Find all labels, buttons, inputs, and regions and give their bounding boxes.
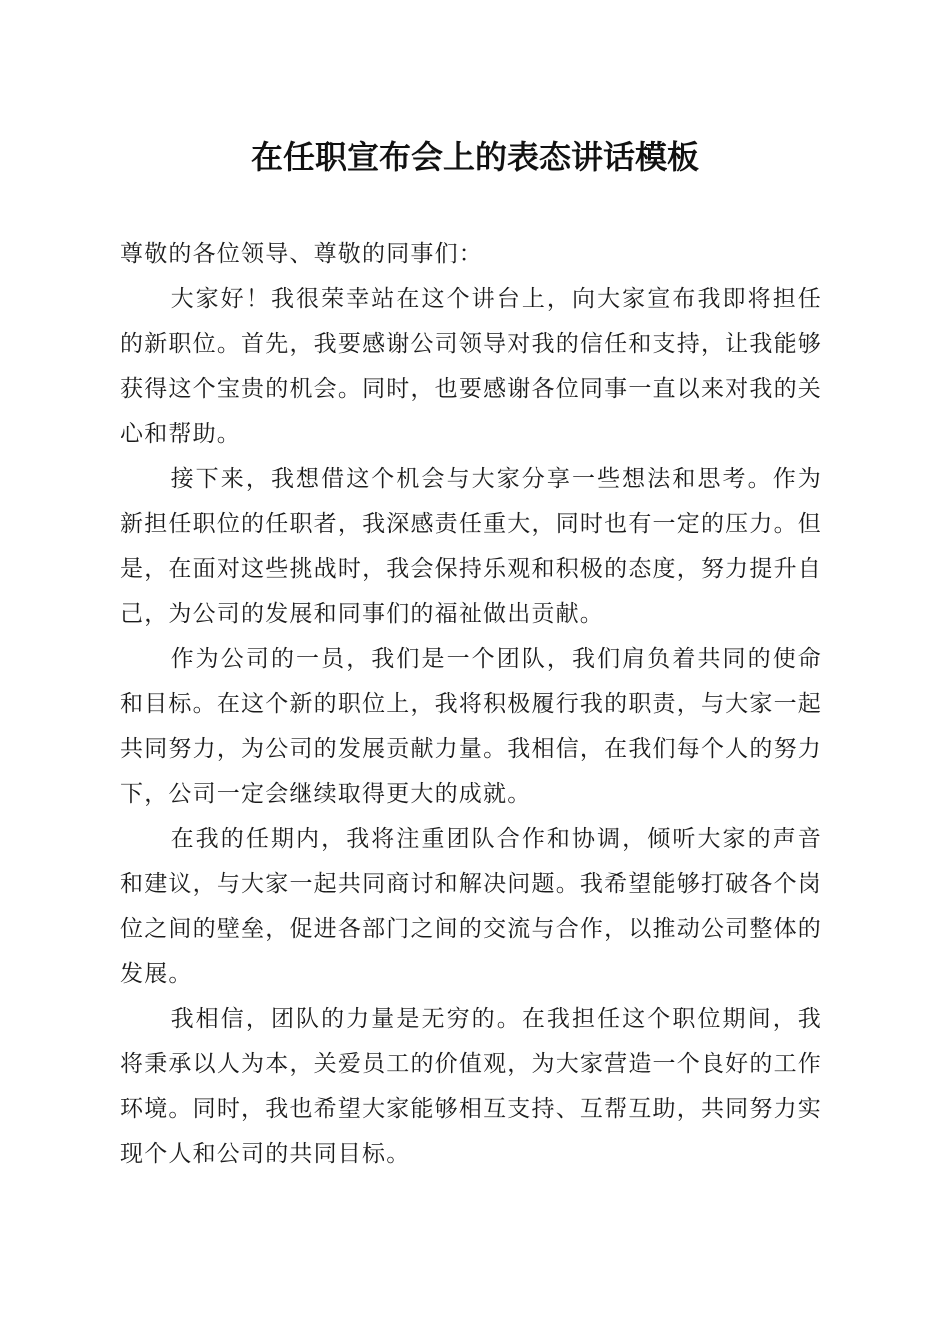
paragraph-3: 作为公司的一员，我们是一个团队，我们肩负着共同的使命和目标。在这个新的职位上，我将积极履行我的职责，与大家一起共同努力，为公司的发展贡献力量。我相信，在我们每个人的努力下，公司一定会继续取得更大的成就。 (120, 646, 822, 807)
salutation: 尊敬的各位领导、尊敬的同事们： (120, 241, 483, 267)
document-title: 在任职宣布会上的表态讲话模板 (250, 138, 699, 176)
document-body (120, 228, 822, 1177)
paragraph-5: 我相信，团队的力量是无穷的。在我担任这个职位期间，我将秉承以人为本，关爱员工的价值观，为大家营造一个良好的工作环境。同时，我也希望大家能够相互支持、互帮互助，共同努力实现个人和公司的共同目标。 (120, 1006, 822, 1167)
paragraph-1: 大家好！我很荣幸站在这个讲台上，向大家宣布我即将担任的新职位。首先，我要感谢公司领导对我的信任和支持，让我能够获得这个宝贵的机会。同时，也要感谢各位同事一直以来对我的关心和帮助。 (120, 286, 822, 447)
paragraph-4: 在我的任期内，我将注重团队合作和协调，倾听大家的声音和建议，与大家一起共同商讨和解决问题。我希望能够打破各个岗位之间的壁垒，促进各部门之间的交流与合作，以推动公司整体的发展。 (120, 826, 822, 987)
paragraph-2: 接下来，我想借这个机会与大家分享一些想法和思考。作为新担任职位的任职者，我深感责任重大，同时也有一定的压力。但是，在面对这些挑战时，我会保持乐观和积极的态度，努力提升自己，为公司的发展和同事们的福祉做出贡献。 (120, 466, 822, 627)
